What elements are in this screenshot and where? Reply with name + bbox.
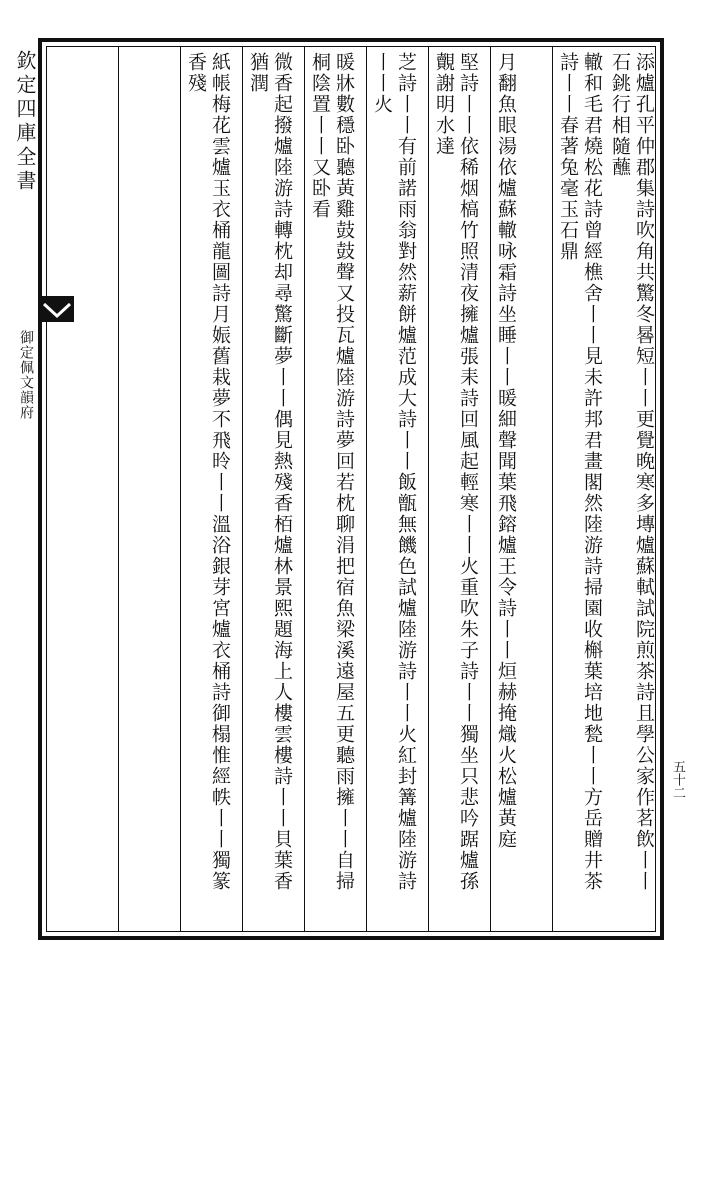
text-column-6: 暖牀數穩卧聽黃雞鼓鼓聲又投瓦爐陸游詩夢回若枕聊涓把宿魚梁溪遠屋五更聽雨擁丨丨自掃桐陰置丨丨又卧看 bbox=[309, 52, 355, 892]
text-column-4: 堅詩丨丨依稀烟槁竹照清夜擁爐張耒詩回風起輕寒丨丨火重吹朱子詩丨丨獨坐只悲吟踞爐孫覿謝明水達 bbox=[433, 52, 479, 892]
text-column-8: 紙帳梅花雲爐玉衣桶龍圖詩月娠舊栽夢不飛昤丨丨溫浴銀芽宮爐衣桶詩御榻惟經帙丨丨獨篆香殘 bbox=[185, 52, 231, 892]
column-rule bbox=[118, 46, 119, 932]
column-rule bbox=[366, 46, 367, 932]
column-rule bbox=[490, 46, 491, 932]
book-title: 欽定四庫全書 bbox=[13, 50, 37, 194]
column-rule bbox=[428, 46, 429, 932]
column-rule bbox=[180, 46, 181, 932]
fishtail-mark bbox=[40, 296, 74, 322]
section-title: 御定佩文韻府 bbox=[18, 330, 34, 420]
text-column-3: 月翻魚眼湯依爐蘇轍咏霜詩坐睡丨丨暖細聲聞葉飛鎔爐王令詩丨丨烜赫掩熾火松爐黃庭 bbox=[495, 52, 517, 850]
column-rule bbox=[552, 46, 553, 932]
text-column-1: 添爐孔平仲郡集詩吹角共驚冬晷短丨丨更覺晚寒多塼爐蘇軾試院煎茶詩且學公家作茗飲丨丨石銚行相隨蘸 bbox=[609, 52, 655, 892]
column-rule bbox=[242, 46, 243, 932]
column-rule bbox=[304, 46, 305, 932]
text-column-7: 微香起撥爐陸游詩轉枕却尋驚斷夢丨丨偶見熱殘香栢爐林景熙題海上人樓雲樓詩丨丨貝葉香猶潤 bbox=[247, 52, 293, 892]
text-column-2: 轍和毛君燒松花詩曾經樵舍丨丨見未許邦君畫閣然陸游詩掃園收槲葉培地甃丨丨方岳贈井茶詩丨丨春著兔毫玉石鼎 bbox=[557, 52, 603, 892]
text-column-5: 芝詩丨丨有前諾雨翁對然薪餅爐范成大詩丨丨飯甑無饑色試爐陸游詩丨丨火紅封篝爐陸游詩丨丨火 bbox=[371, 52, 417, 892]
page-number: 五十二 bbox=[670, 760, 685, 799]
